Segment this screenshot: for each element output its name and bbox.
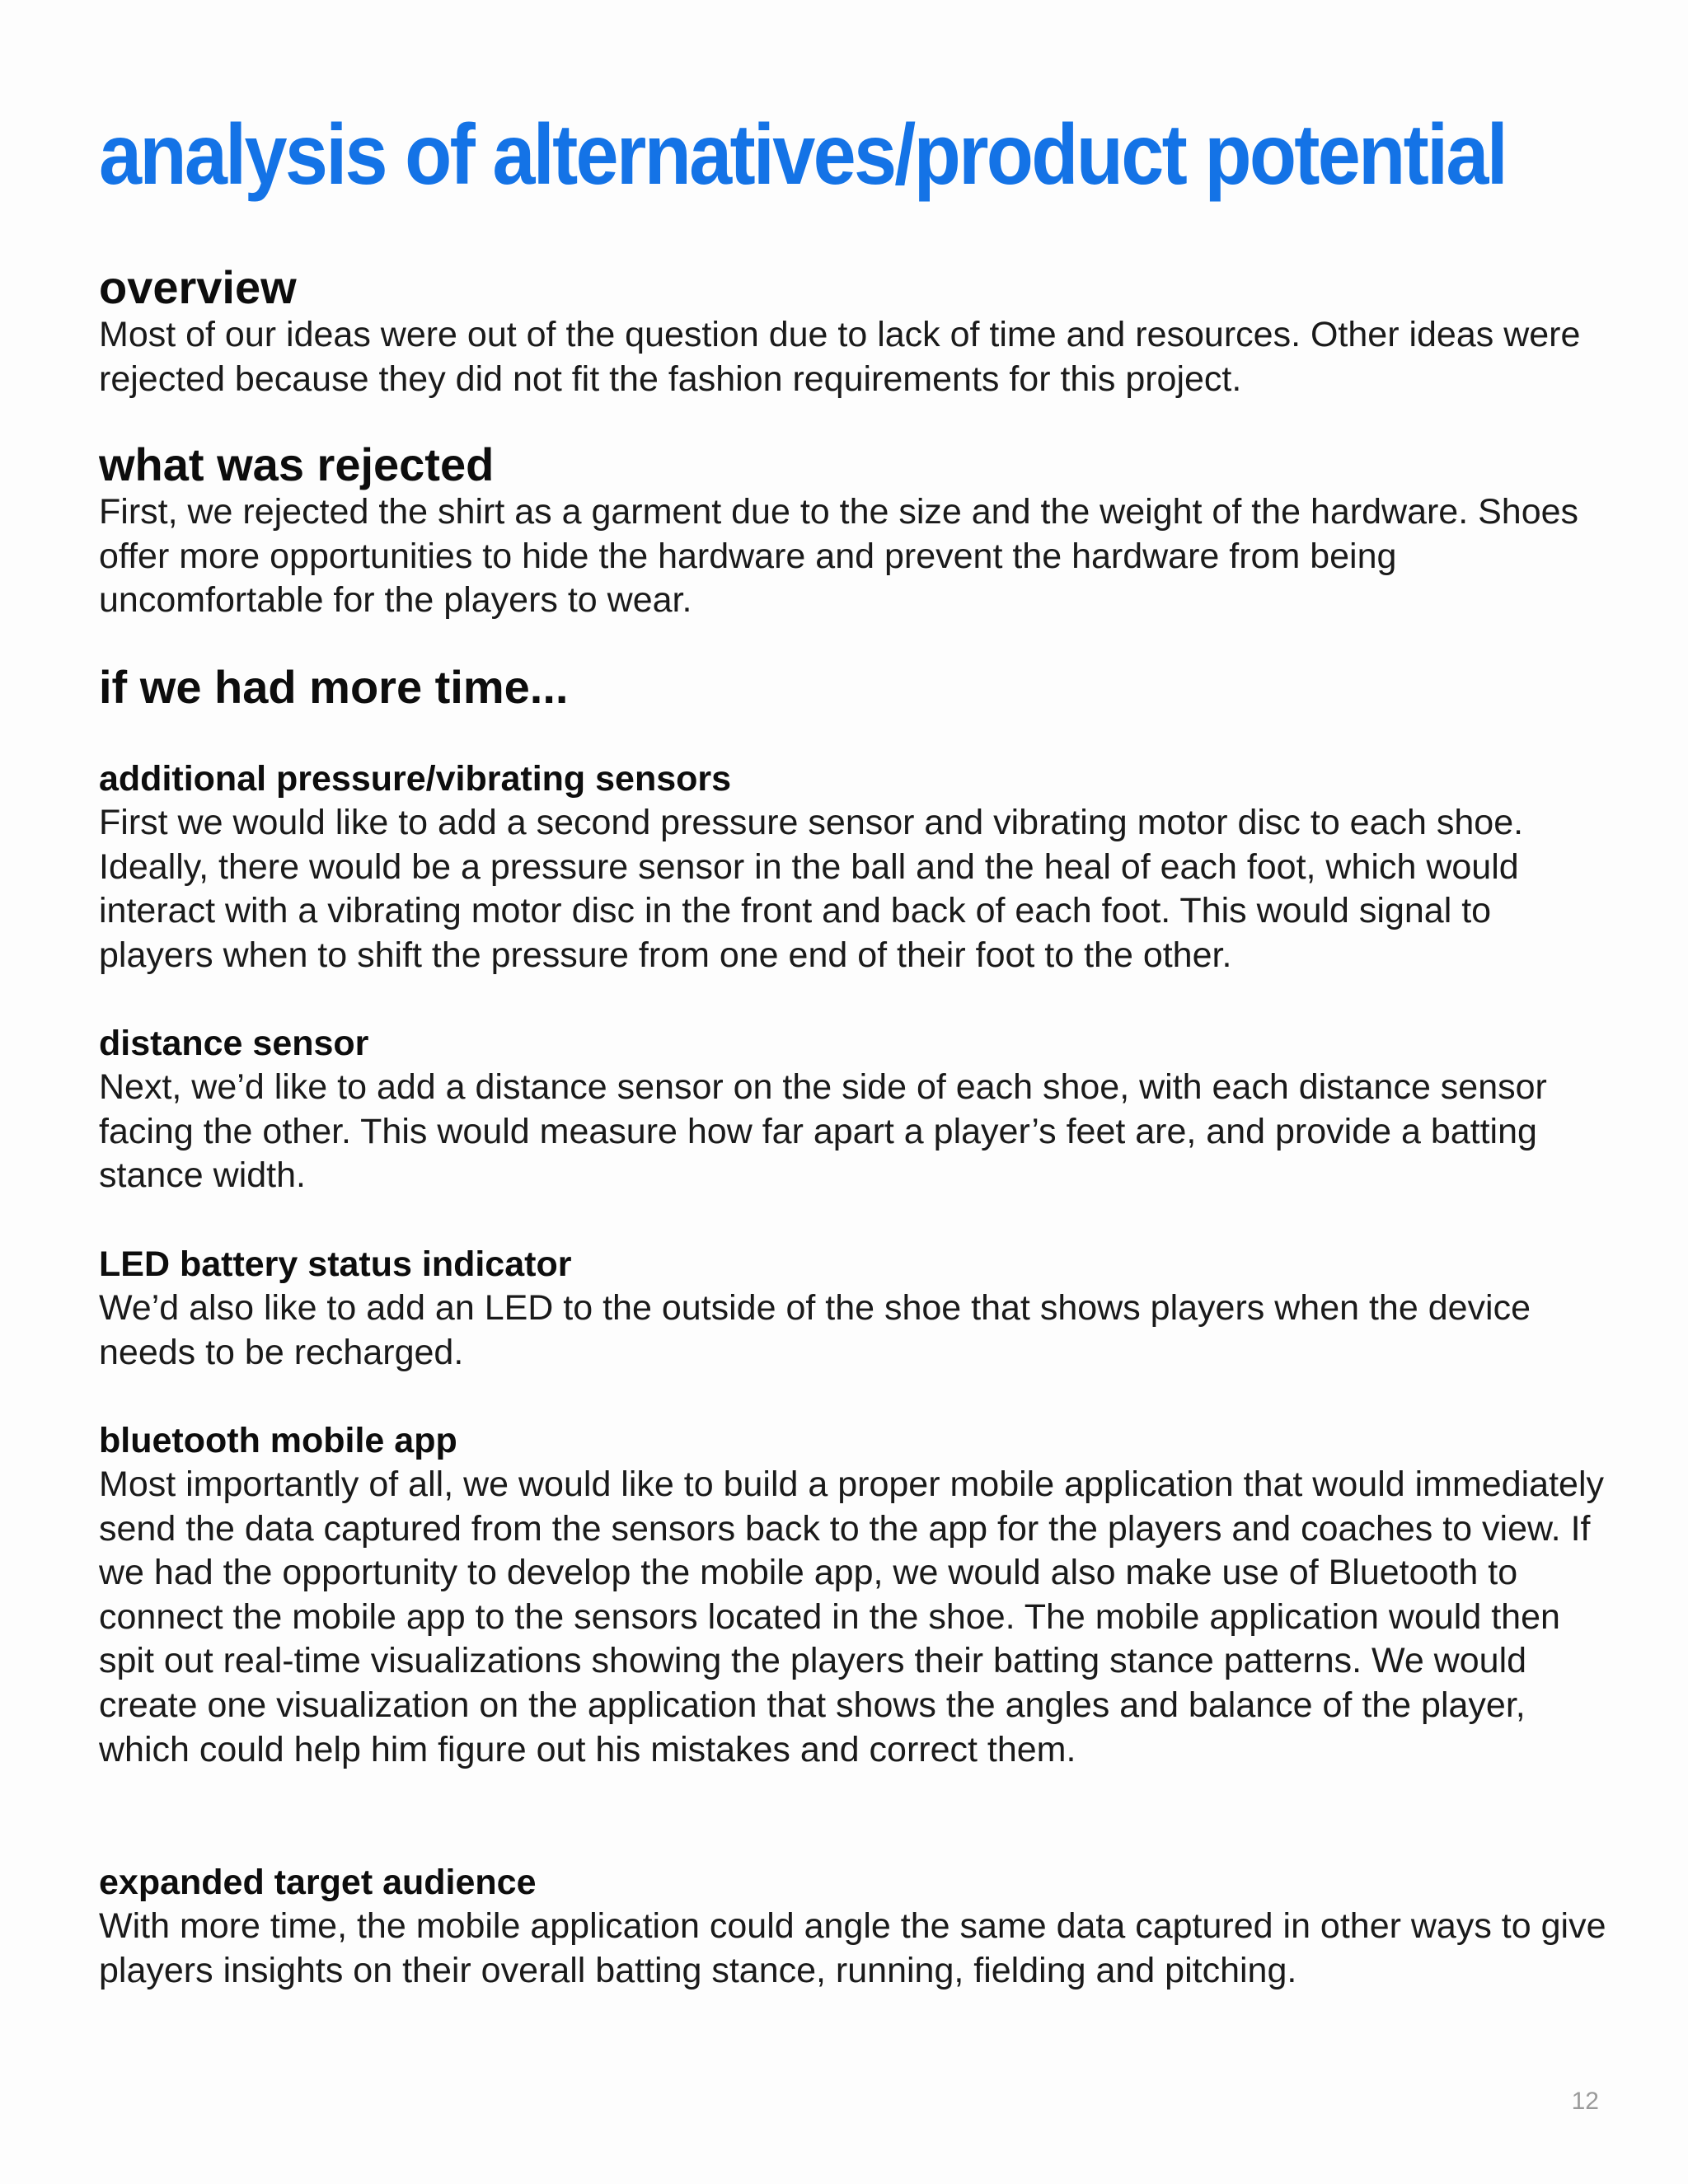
subsection-distance-sensor xyxy=(99,1021,1607,1198)
section-body: First, we rejected the shirt as a garment due to the size and the weight of the hardware. Shoes offer more opportunities to hide the hardware and prevent the hardware from being uncomfortable for the players to wear. xyxy=(99,492,1579,621)
section-what-was-rejected xyxy=(99,439,1607,623)
section-body: Most of our ideas were out of the question due to lack of time and resources. Other ideas were rejected because they did not fit the fashion requirements for this project. xyxy=(99,315,1581,399)
subsection-heading: bluetooth mobile app xyxy=(99,1421,457,1460)
subsection-body: We’d also like to add an LED to the outside of the shoe that shows players when the device needs to be recharged. xyxy=(99,1288,1531,1372)
subsection-bluetooth-mobile-app xyxy=(99,1418,1607,1772)
section-heading: overview xyxy=(99,261,297,313)
section-overview xyxy=(99,262,1607,401)
section-heading: what was rejected xyxy=(99,438,495,490)
subsection-heading: additional pressure/vibrating sensors xyxy=(99,759,732,799)
subsection-expanded-target-audience xyxy=(99,1860,1607,1993)
subsection-pressure-sensors xyxy=(99,757,1607,977)
page-title: analysis of alternatives/product potential xyxy=(99,107,1507,203)
page-number: 12 xyxy=(1571,2088,1599,2115)
subsection-body: First we would like to add a second pressure sensor and vibrating motor disc to each shoe. Ideally, there would be a pressure sensor in the ball and the heal of each foot, which would interact with a vibrating motor disc in the front and back of each foot. This would signal to players when to shift the pressure from one end of their foot to the other. xyxy=(99,803,1524,975)
subsection-heading: LED battery status indicator xyxy=(99,1244,572,1284)
subsection-led-battery-indicator xyxy=(99,1242,1607,1375)
subsection-heading: expanded target audience xyxy=(99,1863,537,1902)
section-if-we-had-more-time xyxy=(99,662,1607,713)
subsection-body: Next, we’d like to add a distance sensor on the side of each shoe, with each distance sensor facing the other. This would measure how far apart a player’s feet are, and provide a batting stance width. xyxy=(99,1067,1547,1196)
subsection-heading: distance sensor xyxy=(99,1024,369,1063)
section-heading: if we had more time... xyxy=(99,661,569,713)
subsection-body: With more time, the mobile application could angle the same data captured in other ways to give players insights on their overall batting stance, running, fielding and pitching. xyxy=(99,1906,1606,1990)
subsection-body: Most importantly of all, we would like to build a proper mobile application that would immediately send the data captured from the sensors back to the app for the players and coaches to view. If we had the opportunity to develop the mobile app, we would also make use of Bluetooth to connect the mobile app to the sensors located in the shoe. The mobile application would then spit out real-time visualizations showing the players their batting stance patterns. We would create one visualization on the application that shows the angles and balance of the player, which could help him figure out his mistakes and correct them. xyxy=(99,1465,1605,1769)
